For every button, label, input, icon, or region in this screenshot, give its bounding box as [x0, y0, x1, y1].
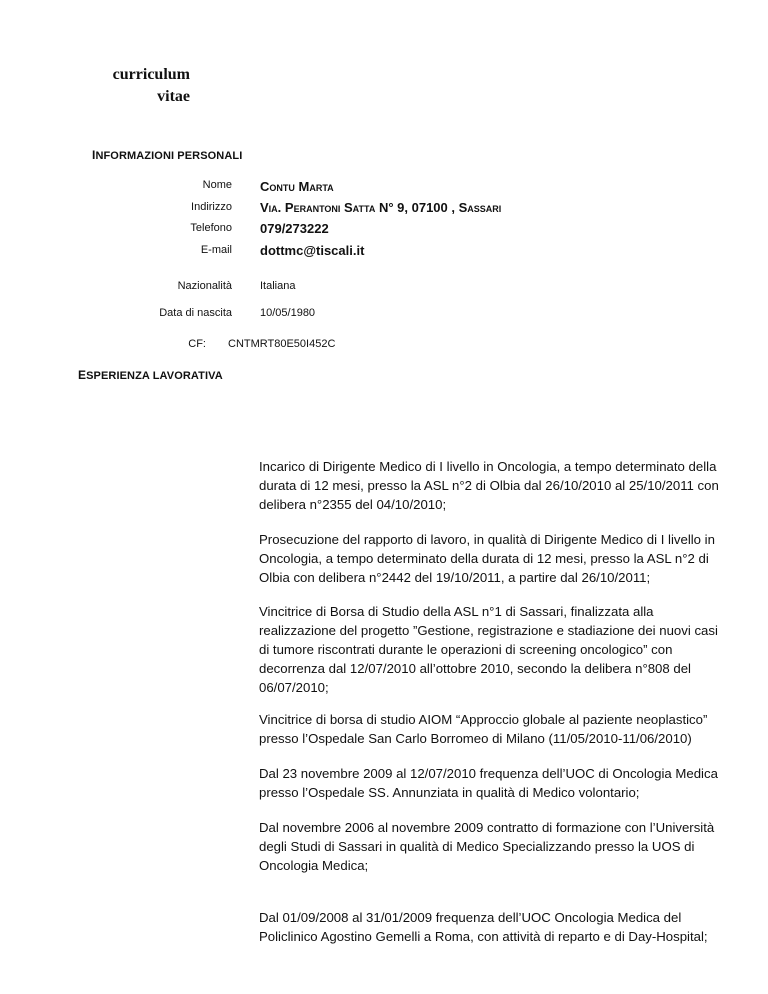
experience-entry-6: Dal novembre 2006 al novembre 2009 contratto di formazione con l’Università degli Studi di Sassari in qualità di Medico Specializzando presso la UOS di Oncologia Medica;	[259, 820, 715, 873]
field-label-data-nascita: Data di nascita	[159, 307, 232, 319]
field-value-cf: CNTMRT80E50I452C	[228, 338, 336, 350]
field-label-nazionalita: Nazionalità	[177, 280, 232, 292]
field-value-data-nascita: 10/05/1980	[260, 307, 316, 319]
heading-rest: NFORMAZIONI PERSONALI	[95, 150, 243, 162]
field-label-indirizzo: Indirizzo	[191, 201, 232, 213]
field-label-nome: Nome	[202, 179, 232, 191]
field-value-indirizzo: Via. Perantoni Satta N° 9, 07100 , Sassari	[260, 200, 502, 215]
cv-title-line2: vitae	[157, 88, 190, 105]
field-value-telefono: 079/273222	[260, 221, 329, 236]
experience-entry-3: Vincitrice di Borsa di Studio della ASL n°1 di Sassari, finalizzata alla realizzazione del progetto ”Gestione, registrazione e stadiazione dei nuovi casi di tumore riscontrati durante le operazioni di screening oncologico” con decorrenza dal 12/07/2010 all’ottobre 2010, secondo la delibera n°808 del 06/07/2010;	[259, 604, 718, 695]
experience-entry-5: Dal 23 novembre 2009 al 12/07/2010 frequenza dell’UOC di Oncologia Medica presso l’Ospedale SS. Annunziata in qualità di Medico volontario;	[259, 766, 718, 800]
experience-entry-1: Incarico di Dirigente Medico di I livello in Oncologia, a tempo determinato della durata di 12 mesi, presso la ASL n°2 di Olbia dal 26/10/2010 al 25/10/2011 con delibera n°2355 del 04/10/2010;	[259, 459, 719, 512]
experience-entry-7: Dal 01/09/2008 al 31/01/2009 frequenza dell’UOC Oncologia Medica del Policlinico Agostino Gemelli a Roma, con attività di reparto e di Day-Hospital;	[259, 910, 708, 944]
heading-rest: SPERIENZA LAVORATIVA	[86, 370, 223, 382]
personal-info-heading	[92, 148, 242, 162]
field-value-email: dottmc@tiscali.it	[260, 243, 365, 258]
cv-title	[90, 64, 190, 108]
field-value-nome: Contu Marta	[260, 179, 334, 194]
field-label-telefono: Telefono	[190, 222, 232, 234]
experience-entry-2: Prosecuzione del rapporto di lavoro, in qualità di Dirigente Medico di I livello in Oncologia, a tempo determinato della durata di 12 mesi, presso la ASL n°2 di Olbia con delibera n°2442 del 19/10/2011, a partire dal 26/10/2011;	[259, 532, 715, 585]
heading-initial: E	[78, 368, 87, 382]
experience-entry-4: Vincitrice di borsa di studio AIOM “Approccio globale al paziente neoplastico” presso l’Ospedale San Carlo Borromeo di Milano (11/05/2010-11/06/2010)	[259, 712, 708, 746]
cv-title-line1: curriculum	[112, 66, 190, 83]
work-experience-heading	[78, 368, 223, 382]
field-label-cf: CF:	[188, 338, 206, 350]
field-label-email: E-mail	[200, 244, 232, 256]
field-value-nazionalita: Italiana	[260, 280, 296, 292]
heading-initial: I	[92, 148, 96, 162]
